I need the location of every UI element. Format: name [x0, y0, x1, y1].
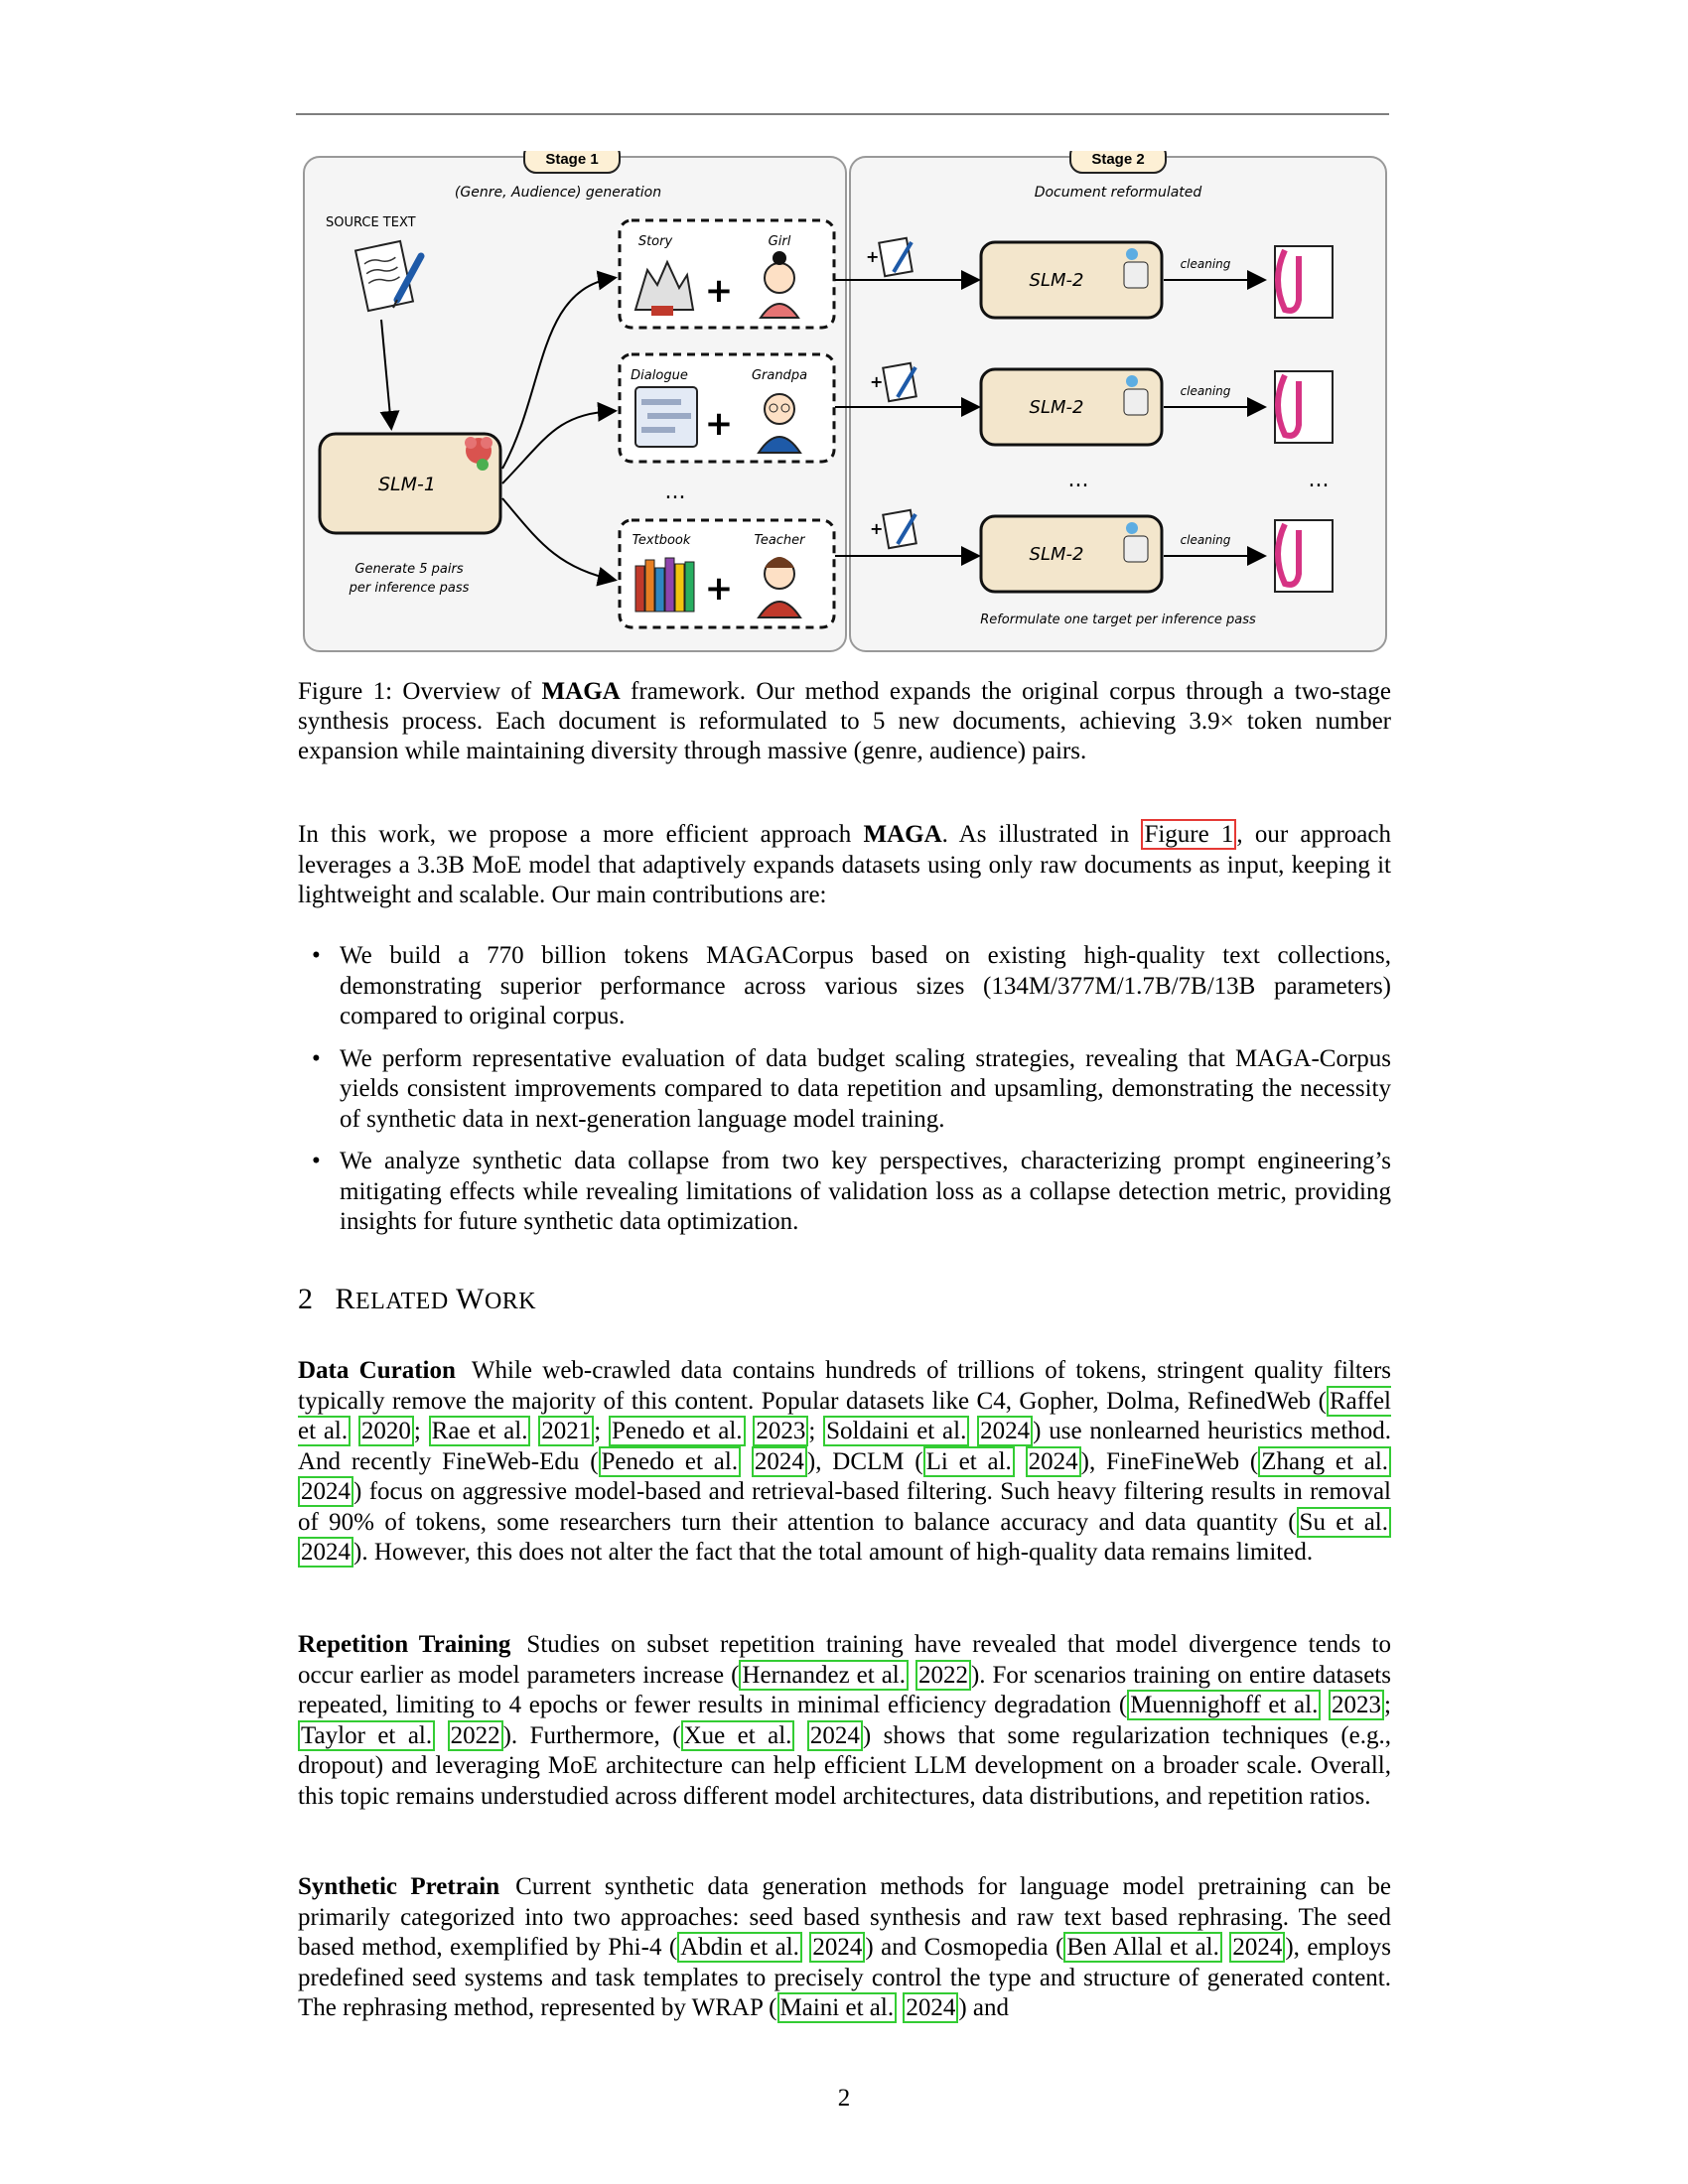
- output-document-icon-2: [1275, 371, 1333, 443]
- figure-caption: Figure 1: Overview of MAGA framework. Our method expands the original corpus through a two-stage synthesis process. Each document is reformulated to 5 new documents, achieving 3.9× token number expansion while maintaining diversity through massive (genre, audience) pairs.: [298, 678, 1391, 764]
- slm1-note-line2: per inference pass: [349, 581, 470, 596]
- pairs-ellipsis: ...: [664, 479, 686, 504]
- slm2-box-2: [981, 369, 1162, 445]
- slm2-box-3: [981, 516, 1162, 592]
- slm1-label: SLM-1: [378, 474, 436, 495]
- slm2-label-1: SLM-2: [1029, 270, 1084, 291]
- citation-link[interactable]: Raffel et al.: [298, 1387, 1391, 1444]
- stage2-label: Stage 2: [1091, 151, 1145, 168]
- svg-text:+: +: [704, 569, 734, 609]
- contributions-list: [298, 941, 1391, 1250]
- pair-genre-textbook: Textbook: [632, 533, 691, 548]
- repetition-training-paragraph: Repetition Training Studies on subset repetition training have revealed that model divergence tends to occur earlier as model parameters increase ( Hernandez et al. 2022 ). For scenarios training on entire datasets repeated, limiting to 4 epochs or fewer results in minimal efficiency degradation ( Muennighoff et al. 2023 ; Taylor et al. 2022 ). Furthermore, ( Xue et al. 2024 ) shows that some regularization techniques (e.g., dropout) and leveraging MoE architecture can help efficient LLM development on a broader scale. Overall, this topic remains understudied across different model architectures, data distributions, and repetition ratios.: [298, 1631, 1392, 1810]
- output-ellipsis: ...: [1308, 468, 1330, 492]
- stage1-pill: [524, 151, 620, 173]
- data-curation-paragraph: Data Curation While web-crawled data contains hundreds of trillions of tokens, stringent quality filters typically remove the majority of this content. Popular datasets like C4, Gopher, Dolma, RefinedWeb ( Raffel et al. 2020 ; Rae et al. 2021 ; Penedo et al. 2023 ; Soldaini et al. 2024 ) use nonlearned heuristics method. And recently FineWeb-Edu ( Penedo et al. 2024 ), DCLM ( Li et al. 2024 ), FineFineWeb ( Zhang et al. 2024 ) focus on aggressive model-based and retrieval-based filtering. Such heavy filtering results in removal of 90% of tokens, some researchers turn their attention to balance accuracy and data quantity ( Su et al. 2024 ). However, this does not alter the fact that the total amount of high-quality data remains limited.: [298, 1357, 1392, 1566]
- svg-text:+: +: [870, 519, 884, 538]
- cleaning-label-2: cleaning: [1180, 384, 1231, 398]
- pair-dialogue-grandpa: [620, 354, 834, 462]
- pair-genre-story: Story: [637, 234, 673, 249]
- slm1-box: [320, 434, 500, 533]
- pair-story-girl: [620, 220, 834, 328]
- page-number: 2: [837, 2085, 851, 2112]
- stage2-title: Document reformulated: [1034, 185, 1202, 201]
- maga-framework-figure: [298, 151, 1390, 657]
- svg-text:+: +: [866, 247, 880, 266]
- svg-text:+: +: [704, 404, 734, 444]
- citation-link[interactable]: Abdin et al.: [677, 1932, 802, 1963]
- output-document-icon-1: [1275, 246, 1333, 318]
- source-text-label: SOURCE TEXT: [326, 215, 416, 230]
- stage1-label: Stage 1: [545, 151, 599, 168]
- slm2-label-3: SLM-2: [1029, 544, 1084, 565]
- header-rule: [296, 113, 1389, 115]
- list-item: • We build a 770 billion tokens MAGACorpus based on existing high-quality text collections, demonstrating superior performance across various sizes (134M/377M/1.7B/7B/13B parameters) compared to original corpus.: [312, 942, 1391, 1029]
- stage2-note: Reformulate one target per inference pass: [980, 613, 1256, 627]
- slm1-note-line1: Generate 5 pairs: [354, 562, 464, 577]
- books-icon: [635, 558, 694, 612]
- section-heading: 2 RELATED WORK: [298, 1283, 537, 1315]
- stage2-pill: [1070, 151, 1166, 173]
- citation-link[interactable]: Hernandez et al.: [739, 1660, 909, 1691]
- pair-audience-teacher: Teacher: [754, 533, 805, 548]
- synthetic-pretrain-paragraph: Synthetic Pretrain Current synthetic data generation methods for language model pretraining can be primarily categorized into two approaches: seed based synthesis and raw text based rephrasing. The seed based method, exemplified by Phi-4 ( Abdin et al. 2024 ) and Cosmopedia ( Ben Allal et al. 2024 ), employs predefined seed systems and task templates to precisely control the type and structure of generated content. The rephrasing method, represented by WRAP ( Maini et al. 2024 ) and: [298, 1873, 1392, 2021]
- stage1-title: (Genre, Audience) generation: [454, 185, 662, 201]
- list-item: • We perform representative evaluation of data budget scaling strategies, revealing that MAGA-Corpus yields consistent improvements compared to data repetition and upsamling, demonstrating the necessity of synthetic data in next-generation language model training.: [312, 1044, 1391, 1133]
- slm2-ellipsis: ...: [1067, 468, 1089, 492]
- chat-window-icon: [635, 387, 697, 447]
- cleaning-label-1: cleaning: [1180, 257, 1231, 271]
- figure-1-link[interactable]: Figure 1: [1141, 819, 1236, 850]
- list-item: • We analyze synthetic data collapse from two key perspectives, characterizing prompt engineering’s mitigating effects while revealing limitations of validation loss as a collapse detection metric, providing insights for future synthetic data optimization.: [312, 1148, 1391, 1235]
- pair-textbook-teacher: [620, 520, 834, 627]
- output-document-icon-3: [1275, 520, 1333, 592]
- pair-audience-grandpa: Grandpa: [751, 368, 808, 383]
- intro-paragraph: In this work, we propose a more efficient approach MAGA. As illustrated in Figure 1 , our approach leverages a 3.3B MoE model that adaptively expands datasets using only raw documents as input, keeping it lightweight and scalable. Our main contributions are:: [298, 821, 1391, 908]
- pair-audience-girl: Girl: [768, 234, 791, 249]
- pair-genre-dialogue: Dialogue: [631, 368, 688, 383]
- svg-text:+: +: [704, 271, 734, 311]
- slm2-label-2: SLM-2: [1029, 397, 1084, 418]
- slm2-box-1: [981, 242, 1162, 318]
- cleaning-label-3: cleaning: [1180, 533, 1231, 547]
- svg-text:+: +: [870, 372, 884, 391]
